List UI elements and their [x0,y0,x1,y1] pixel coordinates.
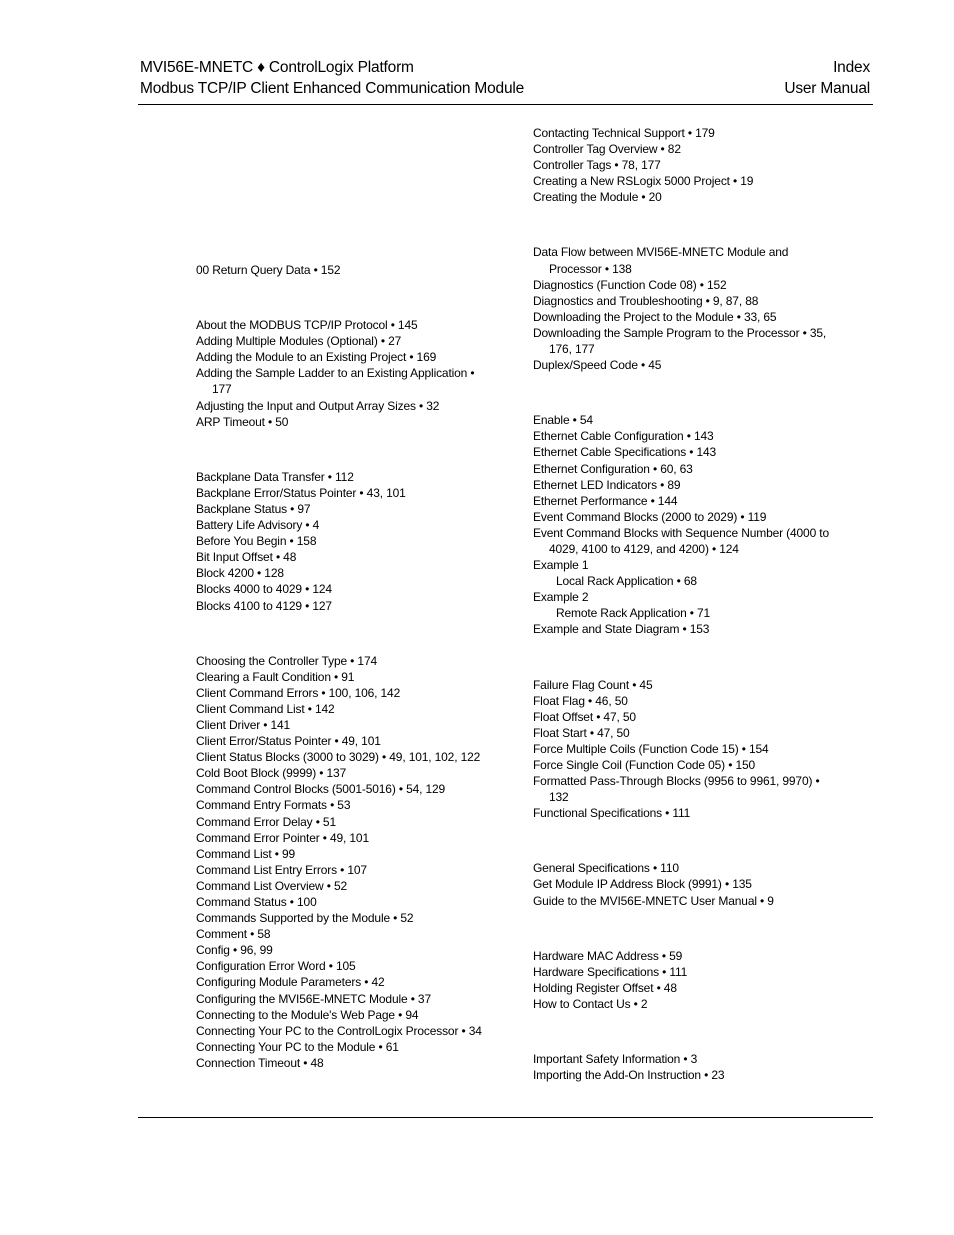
index-entry: Example 1 [533,558,589,573]
index-entry: Backplane Data Transfer • 112 [196,469,354,484]
index-entry: Force Multiple Coils (Function Code 15) • 154 [533,741,769,756]
index-entry: Force Single Coil (Function Code 05) • 150 [533,758,756,772]
index-entry: Backplane Status • 97 [196,501,311,516]
index-section [196,469,496,614]
index-entry: Float Offset • 47, 50 [533,709,636,724]
index-entry: Controller Tags • 78, 177 [533,158,661,173]
index-entry: Example and State Diagram • 153 [533,622,710,637]
footer-divider [138,1117,873,1118]
index-entry: Importing the Add-On Instruction • 23 [533,1068,725,1083]
index-section [196,262,496,278]
index-section [533,412,833,637]
index-entry: 00 Return Query Data • 152 [196,263,341,277]
index-entry: Guide to the MVI56E-MNETC User Manual • 9 [533,893,774,908]
header-divider [138,104,873,105]
page-header-left [140,57,524,99]
page-header-right [784,57,870,99]
index-entry: Controller Tag Overview • 82 [533,142,681,157]
index-entry: Connecting to the Module's Web Page • 94 [196,1007,419,1022]
index-entry: Adding the Sample Ladder to an Existing Application • 177 [196,366,475,397]
index-entry: Float Start • 47, 50 [533,725,630,740]
index-entry: How to Contact Us • 2 [533,996,648,1011]
product-title: MVI56E-MNETC ♦ ControlLogix Platform [140,59,414,76]
index-entry: Cold Boot Block (9999) • 137 [196,766,347,781]
index-entry: Data Flow between MVI56E-MNETC Module and Processor • 138 [533,245,789,276]
index-entry: Client Command List • 142 [196,701,335,716]
index-entry: Comment • 58 [196,927,271,942]
index-entry: Adding the Module to an Existing Project • 169 [196,350,437,365]
index-entry: Configuration Error Word • 105 [196,959,356,974]
index-entry: Blocks 4000 to 4029 • 124 [196,582,332,597]
index-entry: Command Control Blocks (5001-5016) • 54, 129 [196,782,446,797]
index-entry: Command List Entry Errors • 107 [196,862,367,877]
index-entry: Command List Overview • 52 [196,878,348,893]
index-section [533,948,833,1012]
index-entry: Command Error Delay • 51 [196,814,336,829]
index-entry: Creating a New RSLogix 5000 Project • 19 [533,174,754,189]
index-section [533,125,833,205]
index-entry: Hardware MAC Address • 59 [533,948,683,963]
index-entry: Backplane Error/Status Pointer • 43, 101 [196,485,406,500]
index-entry: ARP Timeout • 50 [196,414,289,429]
index-entry: Functional Specifications • 111 [533,806,691,821]
index-entry: Event Command Blocks with Sequence Number (4000 to 4029, 4100 to 4129, and 4200) • 124 [533,525,829,556]
index-entry: Connecting Your PC to the ControlLogix Processor • 34 [196,1023,482,1038]
index-column-right [533,125,833,1083]
index-entry: Diagnostics and Troubleshooting • 9, 87, 88 [533,293,759,308]
index-entry: Important Safety Information • 3 [533,1052,698,1067]
index-subentry: Local Rack Application • 68 [556,574,697,589]
index-column-left [196,262,496,1071]
index-entry: Connection Timeout • 48 [196,1055,324,1070]
index-entry: Adjusting the Input and Output Array Sizes • 32 [196,398,440,413]
index-entry: Adding Multiple Modules (Optional) • 27 [196,334,402,349]
index-subentry: Remote Rack Application • 71 [556,606,711,621]
index-entry: About the MODBUS TCP/IP Protocol • 145 [196,318,418,333]
index-section [533,1051,833,1083]
index-entry: General Specifications • 110 [533,861,679,876]
index-entry: Ethernet Performance • 144 [533,493,678,508]
index-entry: Before You Begin • 158 [196,534,317,549]
index-entry: Choosing the Controller Type • 174 [196,653,377,668]
document-type: User Manual [784,80,870,97]
index-section [196,317,496,430]
index-entry: Ethernet LED Indicators • 89 [533,477,681,492]
index-entry: Block 4200 • 128 [196,566,284,581]
index-entry: Configuring the MVI56E-MNETC Module • 37 [196,991,431,1006]
index-entry: Ethernet Configuration • 60, 63 [533,461,693,476]
index-entry: Configuring Module Parameters • 42 [196,975,385,990]
index-entry: Client Command Errors • 100, 106, 142 [196,685,401,700]
index-entry: Hardware Specifications • 111 [533,964,688,979]
index-entry: Command List • 99 [196,846,296,861]
index-section [533,244,833,373]
index-entry: Command Entry Formats • 53 [196,798,351,813]
index-entry: Clearing a Fault Condition • 91 [196,669,355,684]
product-subtitle: Modbus TCP/IP Client Enhanced Communication Module [140,80,525,97]
index-entry: Downloading the Sample Program to the Processor • 35, 176, 177 [533,325,827,357]
index-entry: Float Flag • 46, 50 [533,693,628,708]
index-entry: Enable • 54 [533,413,593,428]
index-entry: Creating the Module • 20 [533,190,662,205]
index-entry: Duplex/Speed Code • 45 [533,358,662,373]
index-entry: Client Driver • 141 [196,717,291,732]
index-entry: Command Status • 100 [196,895,317,909]
index-entry: Get Module IP Address Block (9991) • 135 [533,877,752,892]
index-entry: Bit Input Offset • 48 [196,550,297,565]
index-entry: Blocks 4100 to 4129 • 127 [196,598,332,613]
index-entry: Example 2 [533,590,589,605]
section-title: Index [833,59,870,76]
index-section [533,677,833,822]
index-entry: Client Status Blocks (3000 to 3029) • 49, 101, 102, 122 [196,750,481,765]
index-entry: Downloading the Project to the Module • 33, 65 [533,309,777,324]
index-entry: Contacting Technical Support • 179 [533,126,715,140]
index-entry: Diagnostics (Function Code 08) • 152 [533,277,727,292]
index-entry: Commands Supported by the Module • 52 [196,911,414,926]
index-section [533,860,833,908]
index-entry: Ethernet Cable Specifications • 143 [533,445,717,460]
index-entry: Client Error/Status Pointer • 49, 101 [196,734,381,749]
index-entry: Connecting Your PC to the Module • 61 [196,1039,399,1054]
index-section [196,653,496,1071]
index-entry: Ethernet Cable Configuration • 143 [533,429,714,444]
index-entry: Holding Register Offset • 48 [533,980,677,995]
index-entry: Command Error Pointer • 49, 101 [196,830,369,845]
index-entry: Event Command Blocks (2000 to 2029) • 119 [533,509,767,524]
index-entry: Failure Flag Count • 45 [533,677,653,692]
index-entry: Battery Life Advisory • 4 [196,518,320,533]
index-entry: Formatted Pass-Through Blocks (9956 to 9961, 9970) • 132 [533,774,820,805]
index-entry: Config • 96, 99 [196,943,273,958]
